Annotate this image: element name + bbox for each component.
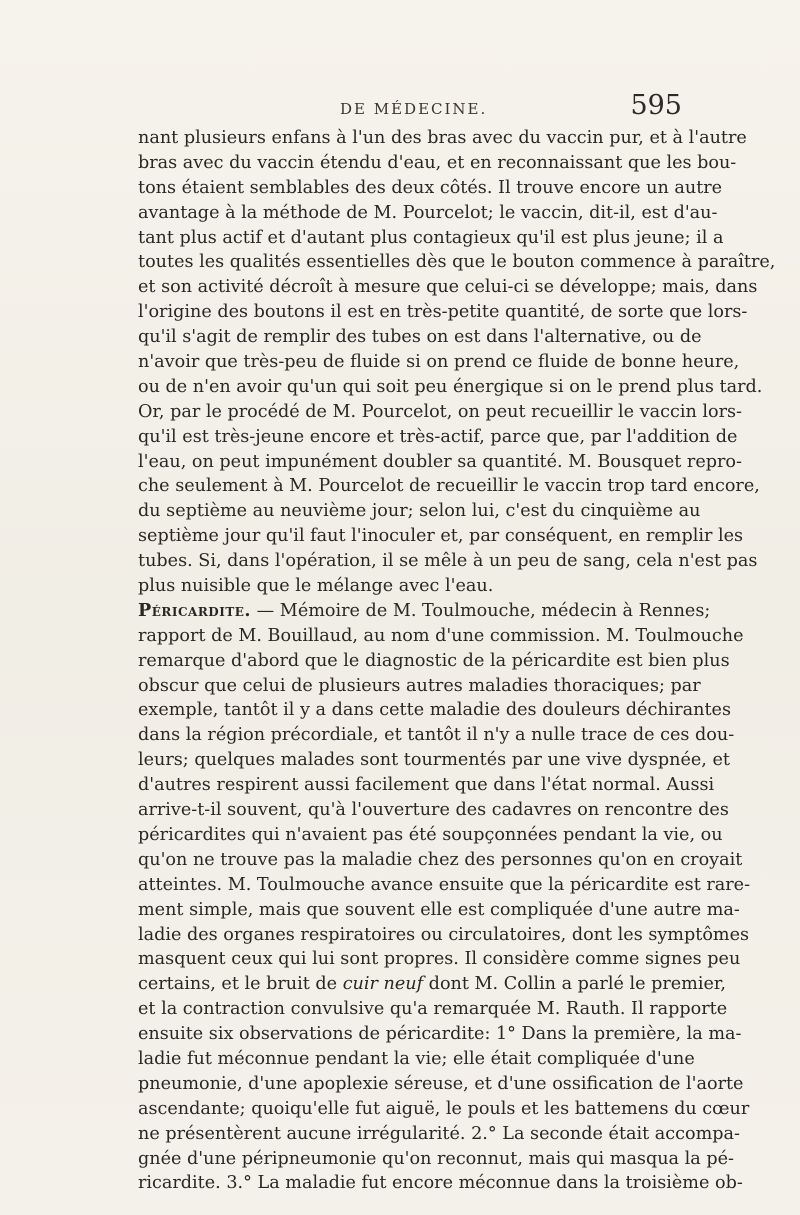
text-line: ricardite. 3.° La maladie fut encore méconnue dans la troisième ob- (138, 1173, 743, 1194)
text-line: che seulement à M. Pourcelot de recueillir le vaccin trop tard encore, (138, 476, 760, 497)
text-line: péricardites qui n'avaient pas été soupçonnées pendant la vie, ou (138, 824, 723, 845)
text-line: ascendante; quoiqu'elle fut aiguë, le pouls et les battemens du cœur (138, 1098, 750, 1119)
text-line: qu'il s'agit de remplir des tubes on est dans l'alternative, ou de (138, 327, 702, 348)
text-line: masquent ceux qui lui sont propres. Il considère comme signes peu (138, 949, 741, 970)
text-line: du septième au neuvième jour; selon lui, c'est du cinquième au (138, 501, 701, 522)
text-line: ladie fut méconnue pendant la vie; elle était compliquée d'une (138, 1048, 695, 1069)
text-line: et la contraction convulsive qu'a remarquée M. Rauth. Il rapporte (138, 999, 728, 1020)
text-line: qu'on ne trouve pas la maladie chez des personnes qu'on en croyait (138, 849, 743, 870)
text-line: ne présentèrent aucune irrégularité. 2.° La seconde était accompa- (138, 1123, 740, 1144)
text-line (138, 972, 726, 997)
text-line: exemple, tantôt il y a dans cette maladie des douleurs déchirantes (138, 700, 731, 721)
text-line: toutes les qualités essentielles dès que le bouton commence à paraître, (138, 252, 776, 273)
text-line: qu'il est très-jeune encore et très-actif, parce que, par l'addition de (138, 426, 738, 447)
text-line: n'avoir que très-peu de fluide si on prend ce fluide de bonne heure, (138, 352, 740, 373)
text-line: remarque d'abord que le diagnostic de la péricardite est bien plus (138, 650, 730, 671)
text-line: avantage à la méthode de M. Pourcelot; le vaccin, dit-il, est d'au- (138, 202, 718, 223)
text-line: ensuite six observations de péricardite: 1° Dans la première, la ma- (138, 1024, 742, 1045)
text-line: Or, par le procédé de M. Pourcelot, on peut recueillir le vaccin lors- (138, 401, 742, 422)
text-line: atteintes. M. Toulmouche avance ensuite que la péricardite est rare- (138, 874, 751, 895)
text-line: tons étaient semblables des deux côtés. Il trouve encore un autre (138, 177, 723, 198)
text-line: l'eau, on peut impunément doubler sa quantité. M. Bousquet repro- (138, 451, 742, 472)
text-line: arrive-t-il souvent, qu'à l'ouverture des cadavres on rencontre des (138, 800, 729, 821)
running-head: DE MÉDECINE. (340, 100, 488, 118)
text-line: bras avec du vaccin étendu d'eau, et en reconnaissant que les bou- (138, 152, 737, 173)
text-line: plus nuisible que le mélange avec l'eau. (138, 576, 494, 597)
page-number: 595 (630, 90, 682, 121)
text-segment: dont M. Collin a parlé le premier, (423, 974, 726, 995)
text-line: l'origine des boutons il est en très-petite quantité, de sorte que lors- (138, 302, 748, 323)
body-text (138, 126, 776, 1196)
text-line: pneumonie, d'une apoplexie séreuse, et d'une ossification de l'aorte (138, 1073, 744, 1094)
italic-phrase: cuir neuf (342, 974, 424, 995)
text-line: rapport de M. Bouillaud, au nom d'une commission. M. Toulmouche (138, 625, 744, 646)
text-line: ment simple, mais que souvent elle est compliquée d'une autre ma- (138, 899, 740, 920)
text-line: septième jour qu'il faut l'inoculer et, par conséquent, en remplir les (138, 526, 744, 547)
text-line: dans la région précordiale, et tantôt il n'y a nulle trace de ces dou- (138, 725, 735, 746)
text-segment: certains, et le bruit de (138, 974, 343, 995)
section-title: Péricardite. (138, 599, 252, 621)
page-header (140, 90, 682, 130)
text-line: obscur que celui de plusieurs autres maladies thoraciques; par (138, 675, 701, 696)
text-line: nant plusieurs enfans à l'un des bras avec du vaccin pur, et à l'autre (138, 128, 747, 148)
text-line: ou de n'en avoir qu'un qui soit peu énergique si on le prend plus tard. (138, 376, 763, 397)
text-line: leurs; quelques malades sont tourmentés par une vive dyspnée, et (138, 750, 730, 771)
section-first-line (138, 599, 711, 624)
text-line: gnée d'une péripneumonie qu'on reconnut, mais qui masqua la pé- (138, 1148, 734, 1169)
text-line: et son activité décroît à mesure que celui-ci se développe; mais, dans (138, 277, 758, 298)
text-line: d'autres respirent aussi facilement que dans l'état normal. Aussi (138, 775, 715, 796)
section-first-line-text: — Mémoire de M. Toulmouche, médecin à Rennes; (251, 600, 711, 621)
text-line: ladie des organes respiratoires ou circulatoires, dont les symptômes (138, 924, 750, 945)
text-line: tant plus actif et d'autant plus contagieux qu'il est plus jeune; il a (138, 227, 724, 248)
text-line: tubes. Si, dans l'opération, il se mêle à un peu de sang, cela n'est pas (138, 551, 758, 572)
